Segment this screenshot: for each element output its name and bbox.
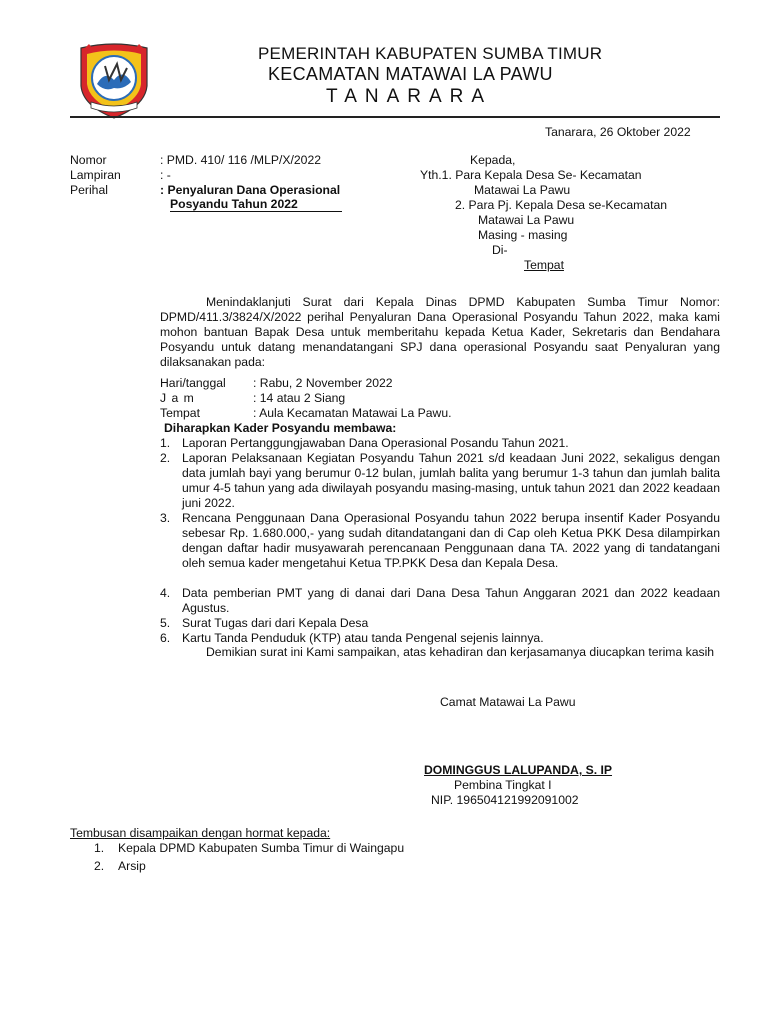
- list-item-number: 4.: [160, 586, 171, 600]
- body-paragraph: Menindaklanjuti Surat dari Kepala Dinas DPMD Kabupaten Sumba Timur Nomor: DPMD/411.3/3824/X/2022 perihal Penyaluran Dana Operasional Posyandu Tahun 2022, maka kami mohon bantuan Bapak Desa untuk memberitahu kepada Ketua Kader, Sekretaris dan Bendahara Posyandu untuk datang menandatangani SPJ dana operasional Posyandu saat Penyaluran yang dilaksanakan pada:: [160, 295, 720, 369]
- requirements-list: [160, 436, 720, 646]
- hari-label: Hari/tanggal: [160, 376, 226, 390]
- perihal-label: Perihal: [70, 183, 108, 197]
- list-item: [160, 586, 720, 616]
- recipient-line4: Matawai La Pawu: [478, 213, 575, 227]
- jam-value: : 14 atau 2 Siang: [253, 391, 346, 405]
- jam-label: J a m: [160, 391, 195, 405]
- cc-item-text: Kepala DPMD Kabupaten Sumba Timur di Waingapu: [118, 841, 405, 855]
- recipient-tempat: Tempat: [524, 258, 564, 272]
- cc-item-number: 1.: [94, 841, 105, 855]
- signature-rank: Pembina Tingkat I: [454, 778, 552, 792]
- perihal-value-line1: : Penyaluran Dana Operasional: [160, 183, 341, 197]
- recipient-kepada: Kepada,: [470, 153, 516, 167]
- list-item-text: Kartu Tanda Penduduk (KTP) atau tanda Pengenal sejenis lainnya.: [182, 631, 544, 645]
- list-item-number: 2.: [160, 451, 171, 465]
- tempat-label: Tempat: [160, 406, 200, 420]
- signature-name: DOMINGGUS LALUPANDA, S. IP: [424, 763, 613, 777]
- tempat-value: : Aula Kecamatan Matawai La Pawu.: [253, 406, 452, 420]
- cc-item-number: 2.: [94, 859, 105, 873]
- recipient-line3: 2. Para Pj. Kepala Desa se-Kecamatan: [455, 198, 668, 212]
- closing-paragraph: Demikian surat ini Kami sampaikan, atas kehadiran dan kerjasamanya diucapkan terima kasih: [206, 645, 715, 659]
- letterhead-rule: [70, 116, 720, 118]
- cc-item-text: Arsip: [118, 859, 146, 873]
- signature-title: Camat Matawai La Pawu: [440, 695, 576, 709]
- list-item-text: Surat Tugas dari dari Kepala Desa: [182, 616, 369, 630]
- lampiran-value: : -: [160, 168, 171, 182]
- header-government: PEMERINTAH KABUPATEN SUMBA TIMUR: [258, 44, 603, 63]
- list-item: [160, 451, 720, 511]
- letter-date: Tanarara, 26 Oktober 2022: [545, 125, 691, 139]
- list-item: [160, 436, 720, 451]
- list-item-text: Laporan Pelaksanaan Kegiatan Posyandu Tahun 2021 s/d keadaan Juni 2022, sekaligus dengan data jumlah bayi yang berumur 0-12 bulan, jumlah balita yang berumur 1-3 tahun dan jumlah balita umur 4-5 tahun yang ada diwilayah posyandu masing-masing, untuk tahun 2021 dan 2022 keadaan juni 2022.: [182, 451, 720, 510]
- signature-nip: NIP. 196504121992091002: [431, 793, 579, 807]
- list-item: [160, 616, 720, 631]
- recipient-line6: Di-: [492, 243, 508, 257]
- list-item-text: Data pemberian PMT yang di danai dari Dana Desa Tahun Anggaran 2021 dan 2022 keadaan Agustus.: [182, 586, 720, 615]
- list-item-number: 3.: [160, 511, 171, 525]
- list-item-text: Rencana Penggunaan Dana Operasional Posyandu tahun 2022 berupa insentif Kader Posyandu sebesar Rp. 1.680.000,- yang sudah ditandatangani dan di Cap oleh Ketua PKK Desa dilampirkan dengan daftar hadir musyawarah perencanaan Penggunaan dana TA. 2022 yang di tandatangani oleh semua kader mengetahui Ketua TP.PKK Desa dan Kepala Desa.: [182, 511, 720, 570]
- list-item-text: Laporan Pertanggungjawaban Dana Operasional Posandu Tahun 2021.: [182, 436, 569, 450]
- list-item-number: 5.: [160, 616, 171, 630]
- nomor-value: : PMD. 410/ 116 /MLP/X/2022: [160, 153, 322, 167]
- recipient-line2: Matawai La Pawu: [474, 183, 571, 197]
- header-district: KECAMATAN MATAWAI LA PAWU: [268, 64, 553, 84]
- hari-value: : Rabu, 2 November 2022: [253, 376, 393, 390]
- cc-heading: Tembusan disampaikan dengan hormat kepada:: [70, 826, 331, 840]
- recipient-line5: Masing - masing: [478, 228, 568, 242]
- bring-heading: Diharapkan Kader Posyandu membawa:: [164, 421, 397, 435]
- list-item: [160, 511, 720, 586]
- perihal-value-line2: Posyandu Tahun 2022: [170, 198, 342, 212]
- nomor-label: Nomor: [70, 153, 107, 167]
- list-item: [160, 631, 720, 646]
- regency-emblem-icon: [75, 40, 153, 120]
- lampiran-label: Lampiran: [70, 168, 121, 182]
- header-place: TANARARA: [326, 86, 493, 107]
- recipient-line1: Yth.1. Para Kepala Desa Se- Kecamatan: [420, 168, 642, 182]
- list-item-number: 6.: [160, 631, 171, 645]
- list-item-number: 1.: [160, 436, 171, 450]
